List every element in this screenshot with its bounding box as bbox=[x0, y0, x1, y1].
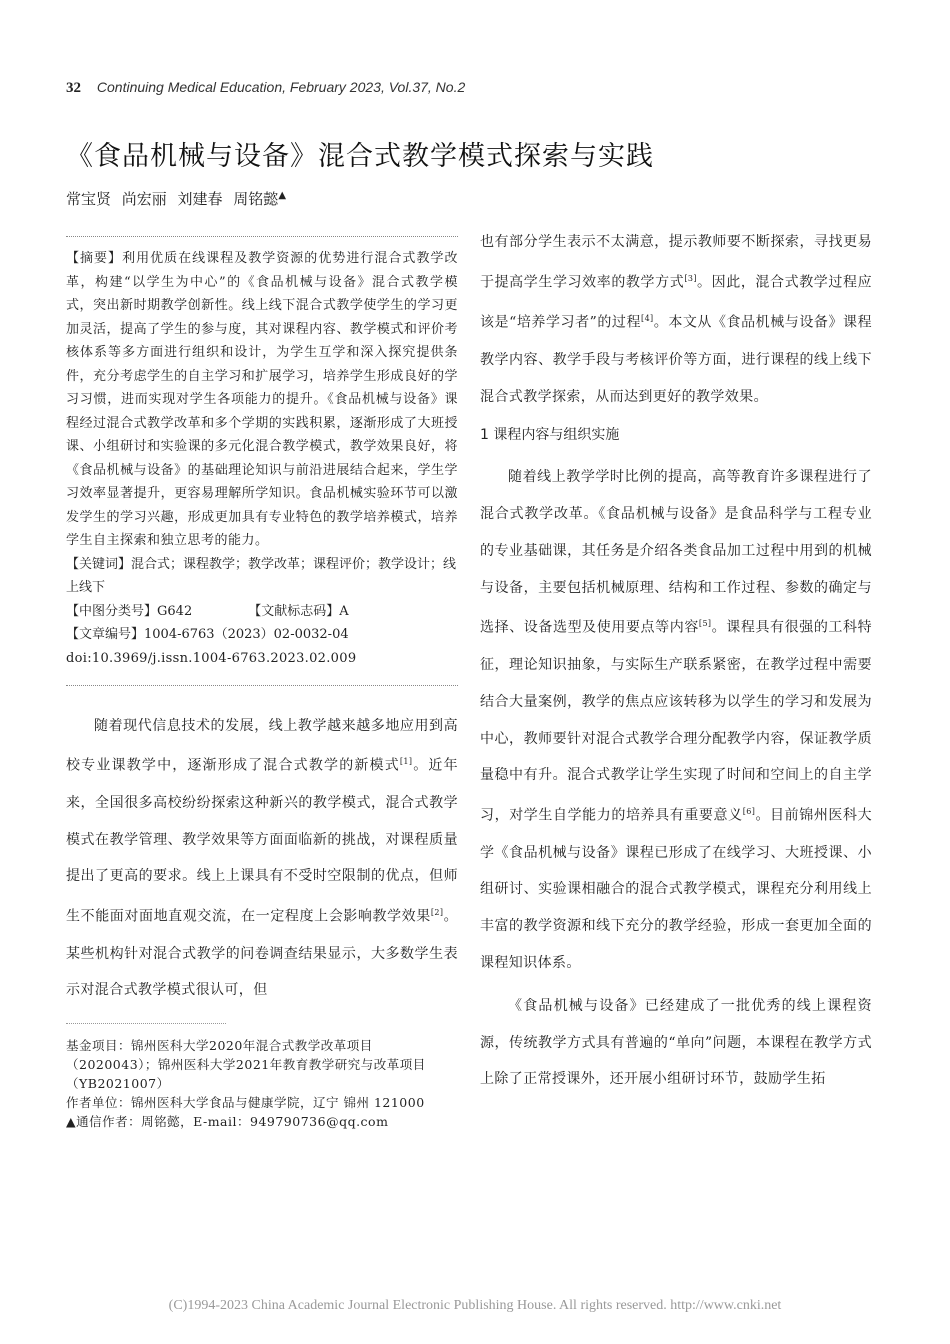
abstract-bottom-rule bbox=[66, 685, 458, 686]
footnote-rule bbox=[66, 1023, 226, 1024]
right-body bbox=[480, 224, 872, 415]
abstract-top-rule bbox=[66, 236, 458, 237]
page-number: 32 bbox=[66, 80, 81, 96]
running-header bbox=[66, 79, 465, 97]
section-1-paragraph-1: 随着线上教学学时比例的提高，高等教育许多课程进行了混合式教学改革。《食品机械与设备》是食品科学与工程专业的专业基础课，其任务是介绍各类食品加工过程中用到的机械与设备，主要包括机械原理、结构和工作过程、参数的确定与选择、设备选型及使用要点等内容[5]。课程具有很强的工科特征，理论知识抽象，与实际生产联系紧密，在教学过程中需要结合大量案例，教学的焦点应该转移为以学生的学习和发展为中心，教师要针对混合式教学合理分配教学内容，保证教学质量稳中有升。混合式教学让学生实现了时间和空间上的自主学习，对学生自学能力的培养具有重要意义[6]。目前锦州医科大学《食品机械与设备》课程已形成了在线学习、大班授课、小组研讨、实验课相融合的混合式教学模式，课程充分利用线上丰富的教学资源和线下充分的教学经验，形成一套更加全面的课程知识体系。 bbox=[480, 469, 873, 971]
abstract-label: 【摘要】 bbox=[66, 251, 123, 266]
keywords bbox=[66, 553, 458, 600]
classification-row bbox=[66, 600, 458, 624]
clc-value: G642 bbox=[157, 603, 193, 619]
left-column bbox=[66, 236, 458, 1131]
citation: [5] bbox=[698, 619, 712, 629]
citation: [2] bbox=[430, 908, 444, 918]
article-number-row bbox=[66, 623, 458, 647]
citation: [4] bbox=[641, 314, 654, 324]
footnotes bbox=[66, 1036, 458, 1131]
article-title: 《食品机械与设备》混合式教学模式探索与实践 bbox=[66, 141, 654, 172]
author-list bbox=[66, 188, 286, 209]
article-number-value: 1004-6763（2023）02-0032-04 bbox=[144, 627, 349, 642]
clc-label: 【中图分类号】 bbox=[66, 603, 158, 619]
continued-paragraph: 也有部分学生表示不太满意，提示教师要不断探索，寻找更易于提高学生学习效率的教学方式[3]。因此，混合式教学过程应该是“培养学习者”的过程[4]。本文从《食品机械与设备》课程教学内容、教学手段与考核评价等方面，进行课程的线上线下混合式教学探索，从而达到更好的教学效果。 bbox=[480, 234, 872, 405]
intro-text bbox=[66, 708, 458, 1010]
doc-code-label: 【文献标志码】 bbox=[248, 603, 340, 619]
doi: doi:10.3969/j.issn.1004-6763.2023.02.009 bbox=[66, 650, 357, 666]
article-number-label: 【文章编号】 bbox=[66, 627, 145, 642]
citation: [1] bbox=[399, 757, 413, 767]
section-1-body bbox=[480, 459, 872, 1098]
journal-citation: Continuing Medical Education, February 2023, Vol.37, No.2 bbox=[96, 79, 466, 95]
section-1-paragraph-2: 《食品机械与设备》已经建成了一批优秀的线上课程资源，传统教学方式具有普遍的“单向”问题，本课程在教学方式上除了正常授课外，还开展小组研讨环节，鼓励学生拓 bbox=[480, 997, 872, 1088]
abstract bbox=[66, 247, 458, 553]
citation: [3] bbox=[684, 273, 697, 283]
corresponding-note: ▲通信作者：周铭懿，E-mail：949790736@qq.com bbox=[66, 1114, 389, 1130]
affiliation-note: 作者单位：锦州医科大学食品与健康学院，辽宁 锦州 121000 bbox=[66, 1095, 425, 1111]
doc-code-value: A bbox=[339, 603, 349, 619]
section-heading-1: 1 课程内容与组织实施 bbox=[480, 427, 620, 444]
fund-note: 基金项目：锦州医科大学2020年混合式教学改革项目（2020043）；锦州医科大学2021年教育教学研究与改革项目（YB2021007） bbox=[66, 1038, 426, 1092]
keywords-text: 混合式；课程教学；教学改革；课程评价；教学设计；线上线下 bbox=[66, 556, 457, 595]
intro-paragraph: 随着现代信息技术的发展，线上教学越来越多地应用到高校专业课教学中，逐渐形成了混合式教学的新模式[1]。近年来，全国很多高校纷纷探索这种新兴的教学模式，混合式教学模式在教学管理、教学效果等方面面临新的挑战，对课程质量提出了更高的要求。线上上课具有不受时空限制的优点，但师生不能面对面地直观交流，在一定程度上会影响教学效果[2]。某些机构针对混合式教学的问卷调查结果显示，大多数学生表示对混合式教学模式很认可，但 bbox=[66, 717, 459, 999]
citation: [6] bbox=[742, 807, 756, 817]
keywords-label: 【关键词】 bbox=[66, 556, 132, 572]
author-names: 常宝贤 尚宏丽 刘建春 周铭懿 bbox=[66, 190, 279, 208]
abstract-text: 利用优质在线课程及教学资源的优势进行混合式教学改革，构建“以学生为中心”的《食品机械与设备》混合式教学模式，突出新时期教学创新性。线上线下混合式教学使学生的学习更加灵活，提高了学生的参与度，其对课程内容、教学模式和评价考核体系等多方面进行组织和设计，为学生互学和深入探究提供条件，充分考虑学生的自主学习和扩展学习，培养学生形成良好的学习习惯，进而实现对学生各项能力的提升。《食品机械与设备》课程经过混合式教学改革和多个学期的实践积累，逐渐形成了大班授课、小组研讨和实验课的多元化混合教学模式，教学效果良好，将《食品机械与设备》的基础理论知识与前沿进展结合起来，学生学习效率显著提升，更容易理解所学知识。食品机械实验环节可以激发学生的学习兴趣，形成更加具有专业特色的教学培养模式，培养学生自主探索和独立思考的能力。 bbox=[66, 251, 458, 548]
corresponding-author-mark: ▲ bbox=[278, 190, 287, 201]
copyright-watermark: (C)1994-2023 China Academic Journal Electronic Publishing House. All rights reserved. http://www.cnki.net bbox=[168, 1298, 782, 1313]
right-column bbox=[480, 224, 872, 1098]
